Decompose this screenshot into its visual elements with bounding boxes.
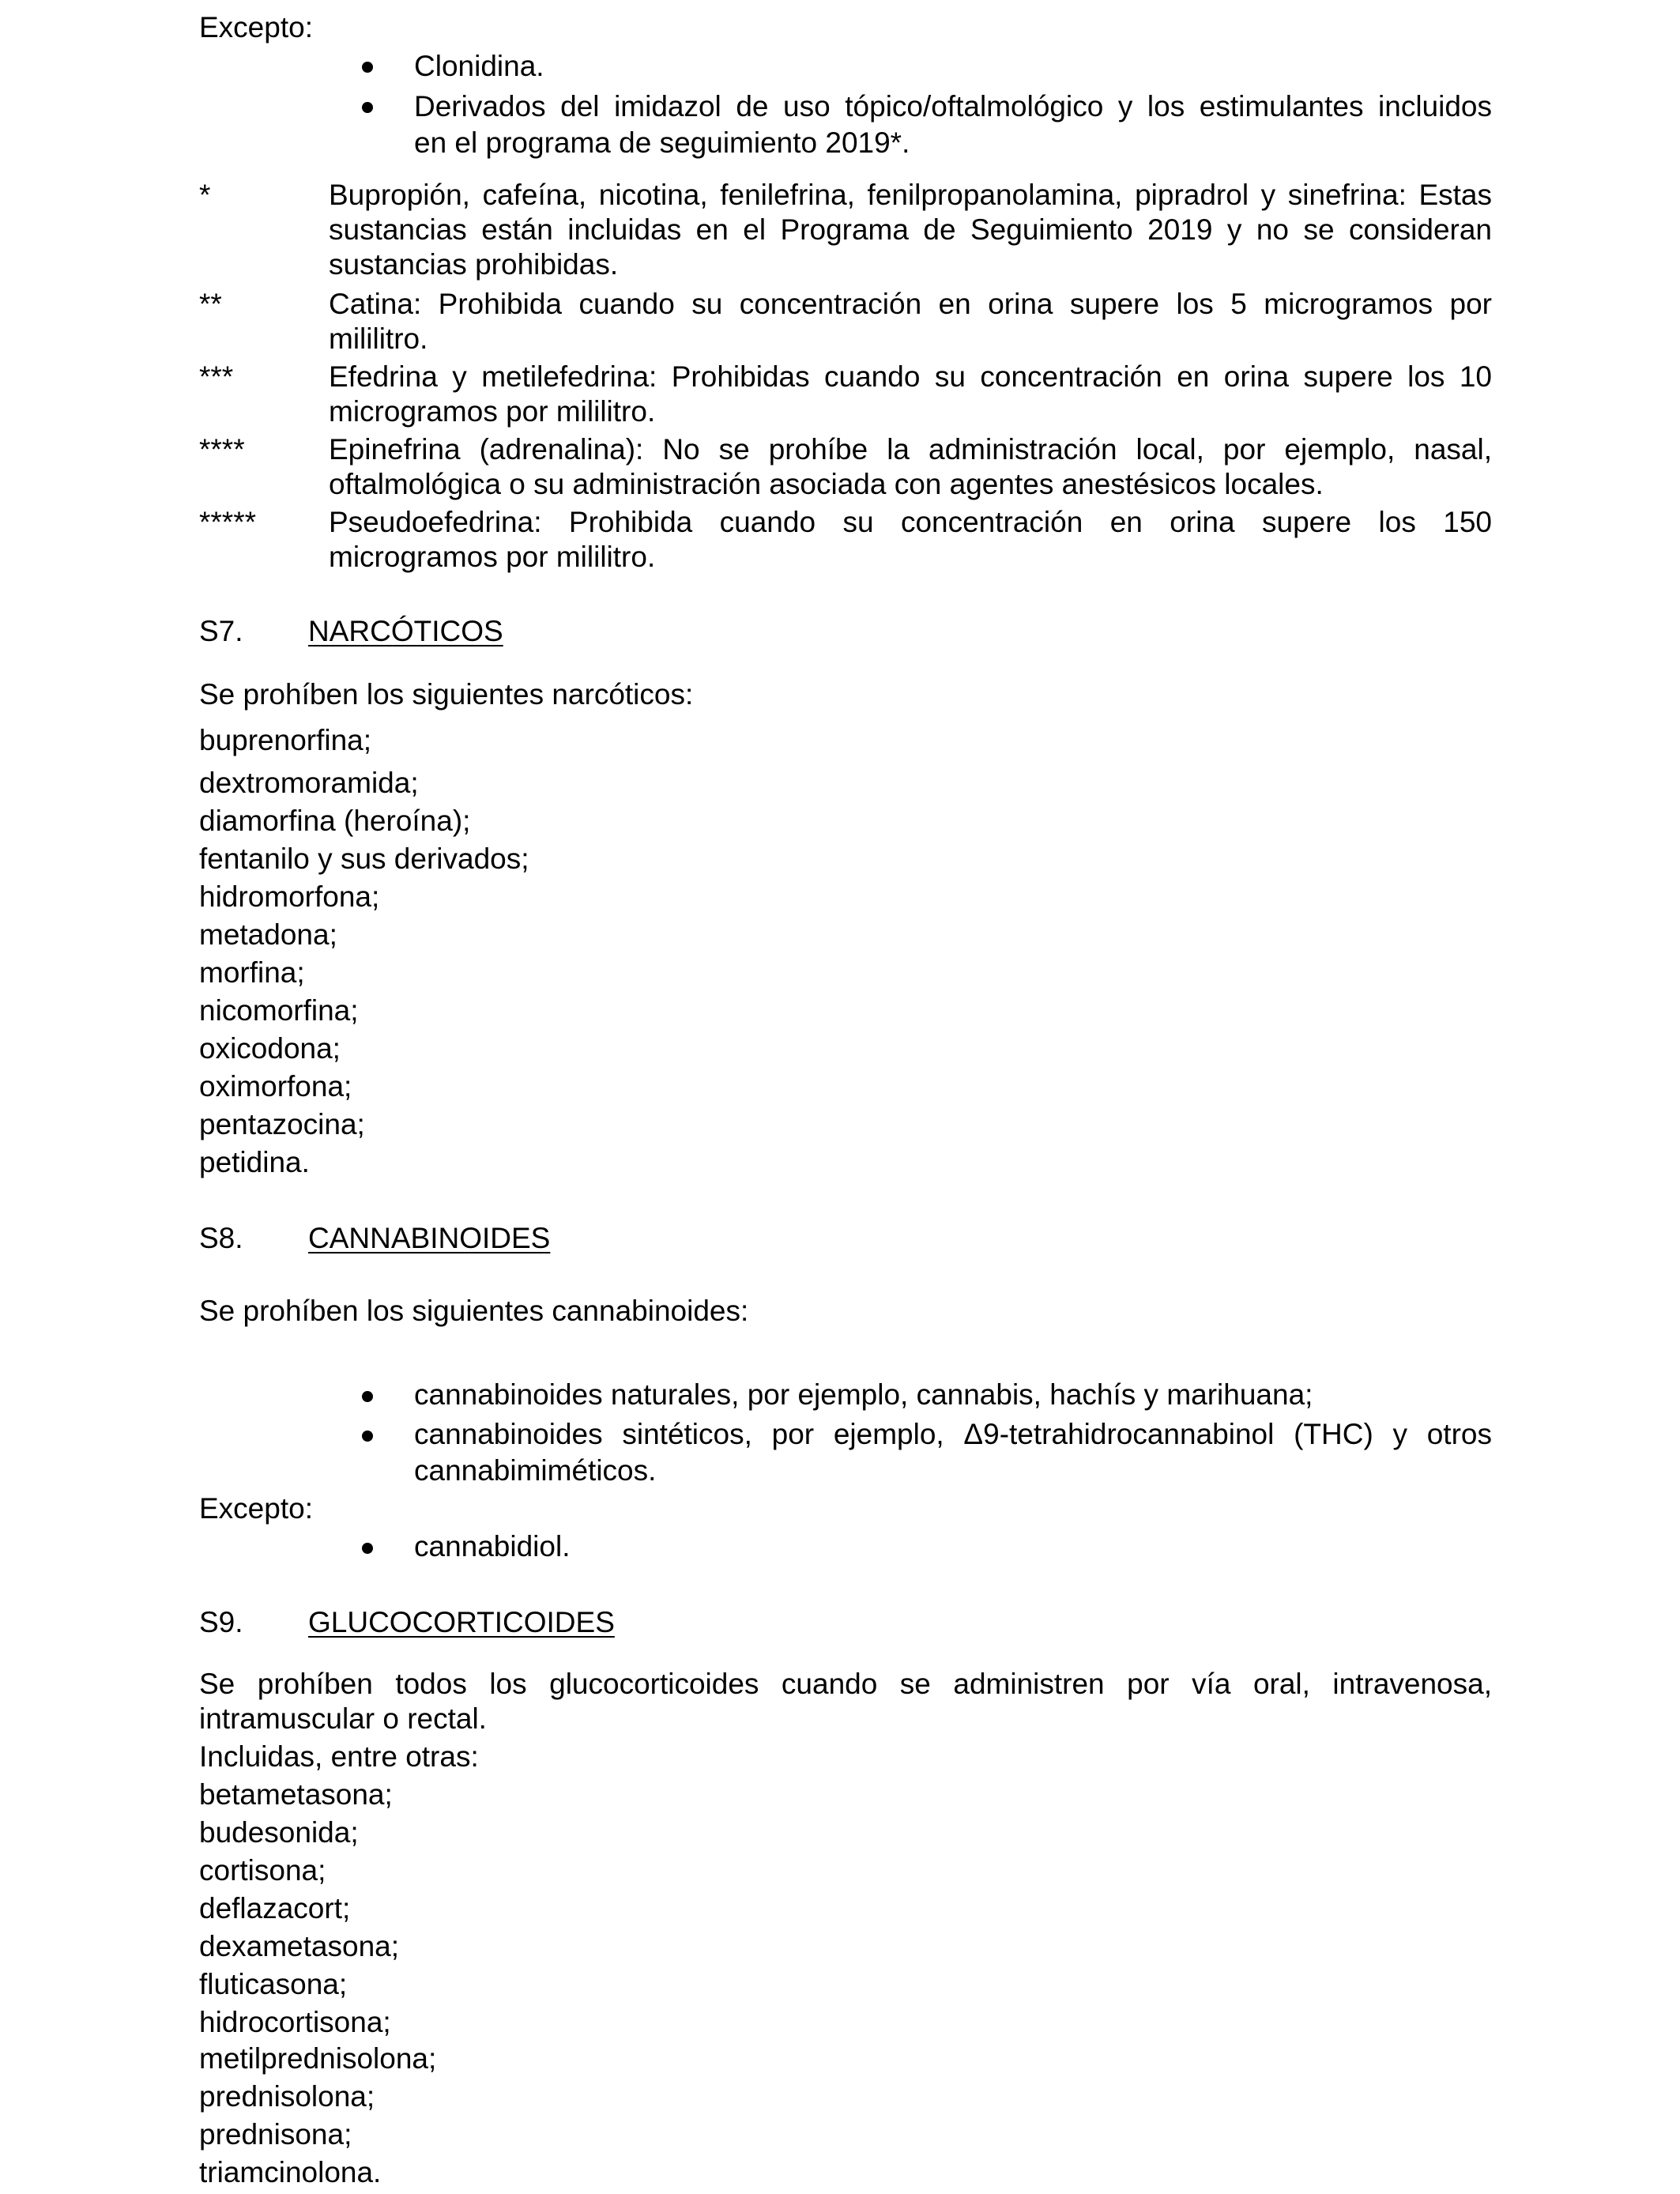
except-bullet-clonidina: Clonidina. xyxy=(414,50,544,82)
footnote-mark: *** xyxy=(199,360,234,393)
footnote-text: Epinefrina (adrenalina): No se prohíbe la administración local, por ejemplo, nasal, xyxy=(329,433,1492,466)
footnote-text: sustancias prohibidas. xyxy=(329,248,619,281)
cannabinoid-bullet: cannabinoides naturales, por ejemplo, cannabis, hachís y marihuana; xyxy=(414,1378,1313,1411)
bullet-icon xyxy=(362,102,373,113)
glucocorticoid-item: triamcinolona. xyxy=(199,2156,382,2188)
footnote-mark: ** xyxy=(199,288,222,320)
cannabinoid-bullet-line1: cannabinoides sintéticos, por ejemplo, Δ9-tetrahidrocannabinol (THC) y otros xyxy=(414,1418,1492,1450)
narcotic-item: oximorfona; xyxy=(199,1070,352,1103)
glucocorticoid-item: metilprednisolona; xyxy=(199,2042,437,2075)
glucocorticoid-item: hidrocortisona; xyxy=(199,2006,391,2038)
section-title-s9: GLUCOCORTICOIDES xyxy=(308,1606,615,1638)
except-bullet-imidazol-line2: en el programa de seguimiento 2019*. xyxy=(414,126,910,159)
narcotic-item: metadona; xyxy=(199,918,337,951)
footnote-text: mililitro. xyxy=(329,322,428,355)
section-code-s9: S9. xyxy=(199,1606,243,1638)
glucocorticoid-item: cortisona; xyxy=(199,1854,326,1887)
bullet-icon xyxy=(362,1543,373,1554)
footnote-mark: * xyxy=(199,179,211,211)
section-intro-s8: Se prohíben los siguientes cannabinoides: xyxy=(199,1295,749,1327)
section-intro-s9-line2: intramuscular o rectal. xyxy=(199,1702,487,1735)
section-title-s7: NARCÓTICOS xyxy=(308,615,503,647)
included-label: Incluidas, entre otras: xyxy=(199,1740,479,1773)
narcotic-item: morfina; xyxy=(199,956,305,989)
section-code-s7: S7. xyxy=(199,615,243,647)
narcotic-item: oxicodona; xyxy=(199,1032,341,1065)
narcotic-item: pentazocina; xyxy=(199,1108,365,1140)
narcotic-item: diamorfina (heroína); xyxy=(199,805,471,837)
footnote-text: Efedrina y metilefedrina: Prohibidas cuando su concentración en orina supere los 10 xyxy=(329,360,1492,393)
except-label: Excepto: xyxy=(199,1492,313,1525)
cannabinoid-bullet-line2: cannabimiméticos. xyxy=(414,1454,657,1487)
narcotic-item: petidina. xyxy=(199,1146,310,1178)
narcotic-item: nicomorfina; xyxy=(199,994,359,1027)
narcotic-item: fentanilo y sus derivados; xyxy=(199,843,529,875)
narcotic-item: hidromorfona; xyxy=(199,880,380,913)
footnote-text: oftalmológica o su administración asociada con agentes anestésicos locales. xyxy=(329,468,1324,500)
glucocorticoid-item: fluticasona; xyxy=(199,1968,348,2000)
footnote-text: sustancias están incluidas en el Programa de Seguimiento 2019 y no se consideran xyxy=(329,213,1492,246)
narcotic-item: dextromoramida; xyxy=(199,767,419,799)
glucocorticoid-item: dexametasona; xyxy=(199,1930,400,1962)
bullet-icon xyxy=(362,1431,373,1442)
footnote-mark: **** xyxy=(199,433,245,466)
except-bullet-imidazol-line1: Derivados del imidazol de uso tópico/oftalmológico y los estimulantes incluidos xyxy=(414,90,1492,123)
section-code-s8: S8. xyxy=(199,1222,243,1254)
footnote-text: Catina: Prohibida cuando su concentración en orina supere los 5 microgramos por xyxy=(329,288,1492,320)
footnote-text: microgramos por mililitro. xyxy=(329,395,656,428)
glucocorticoid-item: prednisolona; xyxy=(199,2080,375,2113)
except-bullet-cannabidiol: cannabidiol. xyxy=(414,1530,571,1563)
glucocorticoid-item: betametasona; xyxy=(199,1778,393,1811)
footnote-mark: ***** xyxy=(199,506,256,538)
section-title-s8: CANNABINOIDES xyxy=(308,1222,551,1254)
footnote-text: Bupropión, cafeína, nicotina, fenilefrina, fenilpropanolamina, pipradrol y sinefrina: Estas xyxy=(329,179,1492,211)
glucocorticoid-item: budesonida; xyxy=(199,1816,359,1849)
section-intro-s9-line1: Se prohíben todos los glucocorticoides cuando se administren por vía oral, intravenosa, xyxy=(199,1668,1492,1700)
footnote-text: Pseudoefedrina: Prohibida cuando su concentración en orina supere los 150 xyxy=(329,506,1492,538)
narcotic-item: buprenorfina; xyxy=(199,724,372,756)
footnote-text: microgramos por mililitro. xyxy=(329,541,656,573)
glucocorticoid-item: deflazacort; xyxy=(199,1892,351,1924)
glucocorticoid-item: prednisona; xyxy=(199,2118,352,2151)
section-intro-s7: Se prohíben los siguientes narcóticos: xyxy=(199,678,694,711)
except-label: Excepto: xyxy=(199,11,313,43)
bullet-icon xyxy=(362,62,373,73)
bullet-icon xyxy=(362,1391,373,1402)
